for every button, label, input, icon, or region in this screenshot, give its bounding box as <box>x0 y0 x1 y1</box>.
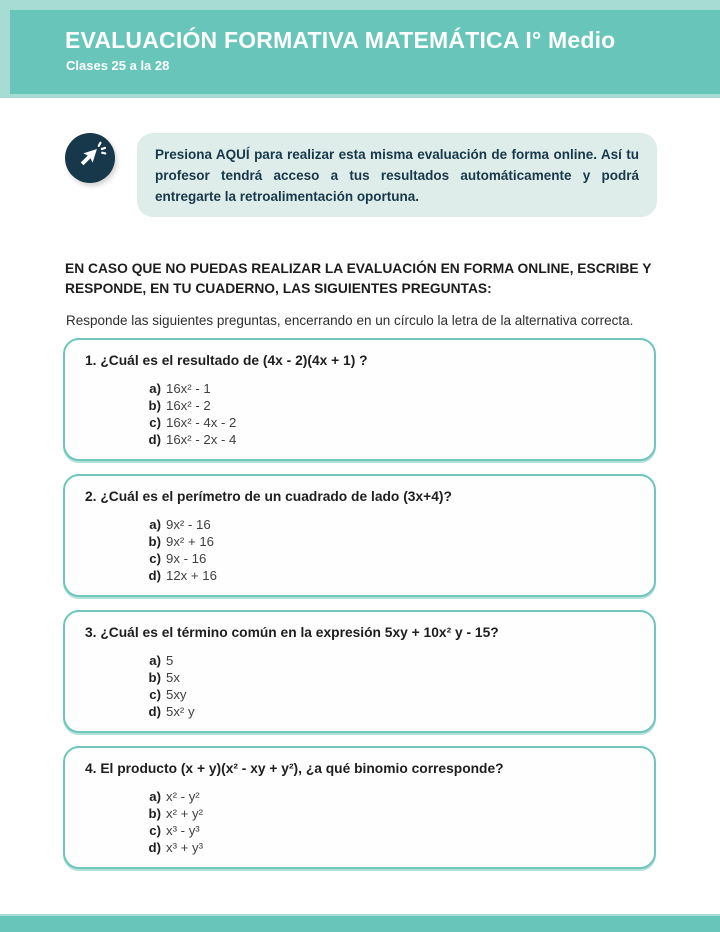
option-value: x³ + y³ <box>166 840 203 855</box>
option-letter: b) <box>148 806 161 821</box>
question-3-option-c <box>141 686 634 703</box>
option-value: 16x² - 2x - 4 <box>166 432 237 447</box>
offline-notice: EN CASO QUE NO PUEDAS REALIZAR LA EVALUACIÓN EN FORMA ONLINE, ESCRIBE Y RESPONDE, EN TU CUADERNO, LAS SIGUIENTES PREGUNTAS: <box>65 261 652 296</box>
online-callout-text <box>137 133 657 217</box>
page-subtitle: Clases 25 a la 28 <box>66 58 170 73</box>
question-3-option-d <box>141 703 634 720</box>
option-value: 9x² - 16 <box>166 517 211 532</box>
question-4-title <box>85 761 634 776</box>
question-4-number: 4. <box>85 761 97 776</box>
question-1-option-b <box>141 397 634 414</box>
option-letter: a) <box>149 381 161 396</box>
option-value: 16x² - 2 <box>166 398 211 413</box>
question-2-option-c <box>141 550 634 567</box>
question-box-4 <box>63 746 656 869</box>
question-2-option-b <box>141 533 634 550</box>
option-letter: a) <box>149 517 161 532</box>
question-4-option-a <box>141 788 634 805</box>
option-value: x³ - y³ <box>166 823 200 838</box>
question-4-option-c <box>141 822 634 839</box>
callout-text-before: Presiona <box>155 147 216 162</box>
option-letter: d) <box>148 568 161 583</box>
question-4-option-b <box>141 805 634 822</box>
option-letter: c) <box>149 415 161 430</box>
question-3-options <box>141 652 634 720</box>
option-value: 16x² - 1 <box>166 381 211 396</box>
question-1-option-c <box>141 414 634 431</box>
question-4-option-d <box>141 839 634 856</box>
page-title: EVALUACIÓN FORMATIVA MATEMÁTICA I° Medio <box>65 27 616 53</box>
option-letter: c) <box>149 823 161 838</box>
answer-instruction: Responde las siguientes preguntas, encerrando en un círculo la letra de la alternativa correcta. <box>66 313 634 328</box>
question-3-text: ¿Cuál es el término común en la expresión 5xy + 10x² y - 15? <box>100 625 499 640</box>
online-callout-row <box>65 133 657 217</box>
online-evaluation-link[interactable]: AQUÍ <box>215 147 250 162</box>
question-1-options <box>141 380 634 448</box>
option-value: 12x + 16 <box>166 568 217 583</box>
option-letter: d) <box>148 432 161 447</box>
question-3-option-a <box>141 652 634 669</box>
click-cursor-icon <box>74 139 107 177</box>
question-box-2 <box>63 474 656 597</box>
question-1-text: ¿Cuál es el resultado de (4x - 2)(4x + 1) ? <box>100 353 368 368</box>
question-2-title <box>85 489 634 504</box>
question-1-number: 1. <box>85 353 97 368</box>
question-1-title <box>85 353 634 368</box>
option-value: 5x <box>166 670 180 685</box>
question-2-option-a <box>141 516 634 533</box>
option-letter: a) <box>149 789 161 804</box>
question-4-text: El producto (x + y)(x² - xy + y²), ¿a qué binomio corresponde? <box>100 761 504 776</box>
question-box-1 <box>63 338 656 461</box>
option-value: 5x² y <box>166 704 195 719</box>
question-4-options <box>141 788 634 856</box>
option-value: 16x² - 4x - 2 <box>166 415 237 430</box>
question-box-3 <box>63 610 656 733</box>
option-value: 9x - 16 <box>166 551 207 566</box>
question-3-title <box>85 625 634 640</box>
footer-bar <box>0 914 720 932</box>
header-banner-main <box>10 10 720 94</box>
question-2-options <box>141 516 634 584</box>
option-value: x² + y² <box>166 806 203 821</box>
question-2-text: ¿Cuál es el perímetro de un cuadrado de lado (3x+4)? <box>100 489 452 504</box>
option-letter: d) <box>148 704 161 719</box>
option-value: 9x² + 16 <box>166 534 215 549</box>
option-letter: b) <box>148 670 161 685</box>
online-link-badge[interactable] <box>65 133 115 183</box>
option-value: 5xy <box>166 687 187 702</box>
question-2-option-d <box>141 567 634 584</box>
question-2-number: 2. <box>85 489 97 504</box>
question-1-option-d <box>141 431 634 448</box>
header-banner <box>0 0 720 98</box>
question-3-option-b <box>141 669 634 686</box>
option-letter: c) <box>149 551 161 566</box>
option-value: 5 <box>166 653 174 668</box>
option-letter: b) <box>148 534 161 549</box>
option-letter: b) <box>148 398 161 413</box>
option-letter: a) <box>149 653 161 668</box>
option-letter: c) <box>149 687 161 702</box>
option-letter: d) <box>148 840 161 855</box>
question-1-option-a <box>141 380 634 397</box>
question-3-number: 3. <box>85 625 97 640</box>
callout-text-after: para realizar esta misma evaluación de forma online. Así tu profesor tendrá acceso a tus resultados automáticamente y podrá entregarte la retroalimentación oportuna. <box>155 147 639 204</box>
option-value: x² - y² <box>166 789 200 804</box>
